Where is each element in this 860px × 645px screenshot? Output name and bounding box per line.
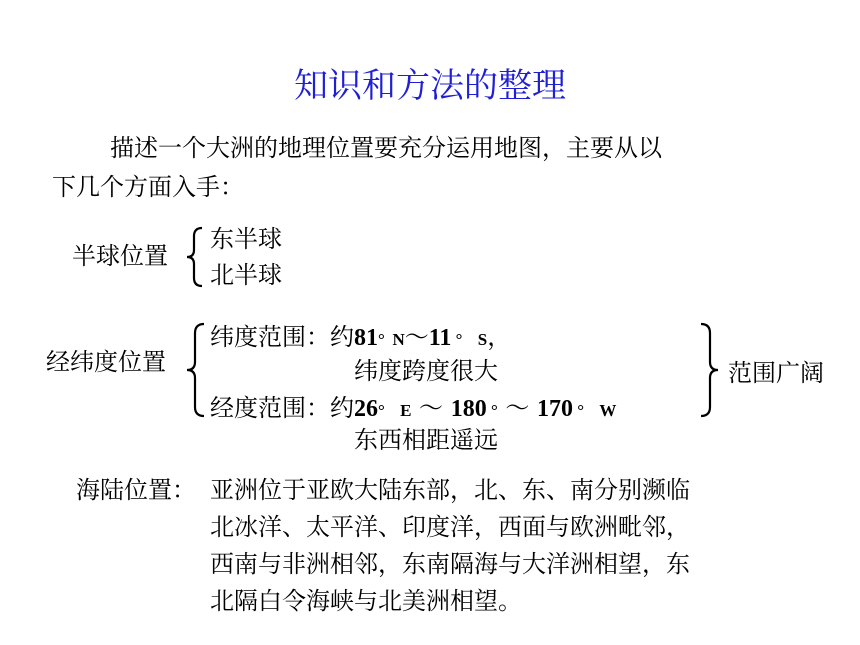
hemisphere-brace	[186, 226, 206, 288]
hemisphere-label: 半球位置	[72, 242, 168, 270]
degree-symbol: °	[573, 401, 585, 420]
latitude-north-dir: N	[392, 330, 405, 349]
latitude-range-line	[210, 322, 511, 355]
latitude-south-dir: S	[477, 330, 488, 349]
degree-symbol: °	[486, 401, 498, 420]
sea-land-line: 西南与非洲相邻，东南隔海与大洋洲相望，东	[210, 550, 690, 578]
longitude-description: 东西相距遥远	[354, 426, 498, 454]
latlon-brace	[186, 322, 208, 418]
longitude-west-value: 170	[537, 396, 574, 422]
comma: ，	[487, 323, 512, 351]
range-tilde: ～	[497, 394, 538, 422]
slide-title: 知识和方法的整理	[294, 66, 566, 106]
latitude-north-value: 81	[354, 325, 378, 351]
hemisphere-item-east: 东半球	[210, 225, 282, 253]
degree-symbol: °	[451, 330, 463, 349]
longitude-180-value: 180	[450, 396, 487, 422]
longitude-east-value: 26	[354, 396, 378, 422]
latlon-label: 经纬度位置	[46, 348, 166, 376]
intro-line-1: 描述一个大洲的地理位置要充分运用地图，主要从以	[110, 134, 662, 162]
sea-land-label: 海陆位置：	[76, 476, 196, 504]
latitude-description: 纬度跨度很大	[354, 357, 498, 385]
range-summary: 范围广阔	[728, 359, 824, 387]
range-tilde: ～	[411, 394, 451, 422]
summary-brace	[697, 322, 719, 418]
longitude-range-line	[210, 393, 616, 426]
latitude-range-label: 纬度范围：	[210, 323, 330, 351]
sea-land-line: 北冰洋、太平洋、印度洋，西面与欧洲毗邻，	[210, 513, 690, 541]
hemisphere-item-north: 北半球	[210, 261, 282, 289]
degree-symbol: °	[378, 330, 385, 349]
longitude-range-label: 经度范围：	[210, 394, 330, 422]
latitude-south-value: 11	[428, 325, 452, 351]
sea-land-line: 北隔白令海峡与北美洲相望。	[210, 587, 522, 615]
latitude-prefix: 约	[330, 323, 354, 351]
longitude-prefix: 约	[330, 394, 354, 422]
intro-line-2: 下几个方面入手：	[52, 173, 244, 201]
degree-symbol: °	[378, 401, 385, 420]
longitude-east-dir: E	[400, 401, 412, 420]
sea-land-line: 亚洲位于亚欧大陆东部，北、东、南分别濒临	[210, 476, 690, 504]
longitude-west-dir: W	[599, 401, 617, 420]
range-tilde: ～	[404, 323, 429, 351]
